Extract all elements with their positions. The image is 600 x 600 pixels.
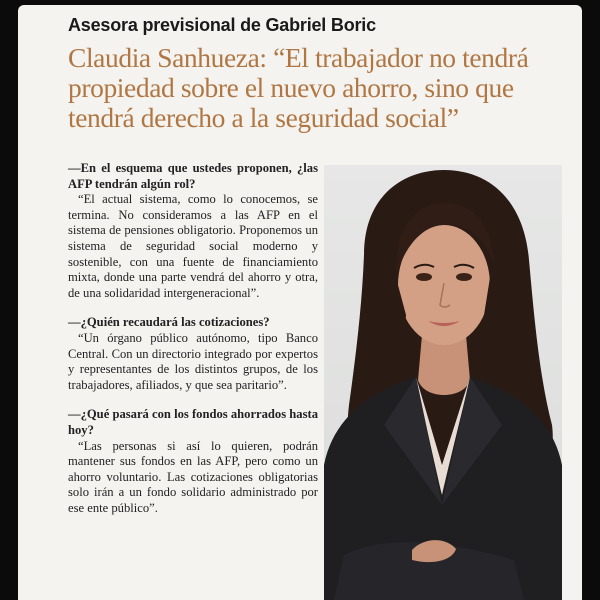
- qa-block-1: [68, 161, 318, 301]
- newspaper-page: [18, 5, 582, 600]
- qa-block-2: [68, 315, 318, 393]
- article-headline: Claudia Sanhueza: “El trabajador no tendrá propiedad sobre el nuevo ahorro, sino que tendrá derecho a la seguridad social”: [68, 42, 529, 133]
- question-3: —¿Qué pasará con los fondos ahorrados hasta hoy?: [68, 407, 318, 437]
- interview-column: [68, 161, 318, 530]
- answer-1: “El actual sistema, como lo conocemos, se termina. No consideramos a las AFP en el sistema de pensiones obligatorio. Proponemos un sistema de seguridad social moderno y sostenible, con una fuente de financiamiento mixta, donde una parte vendrá del ahorro y otra, de una solidaridad intergeneracional”.: [68, 192, 318, 300]
- answer-3: “Las personas si así lo quieren, podrán mantener sus fondos en las AFP, pero como un ahorro voluntario. Las cotizaciones obligatorias solo irán a un fondo solidario administrado por ese ente público”.: [68, 438, 318, 515]
- portrait-illustration: [324, 165, 562, 600]
- question-2: —¿Quién recaudará las cotizaciones?: [68, 315, 270, 330]
- portrait-photo: [324, 165, 562, 600]
- article-kicker: Asesora previsional de Gabriel Boric: [68, 15, 376, 35]
- question-1: —En el esquema que ustedes proponen, ¿las AFP tendrán algún rol?: [68, 161, 318, 191]
- answer-2: “Un órgano público autónomo, tipo Banco Central. Con un directorio integrado por expertos y representantes de los distintos grupos, de los trabajadores, afiliados, y que sea paritario”.: [68, 330, 318, 392]
- qa-block-3: [68, 407, 318, 516]
